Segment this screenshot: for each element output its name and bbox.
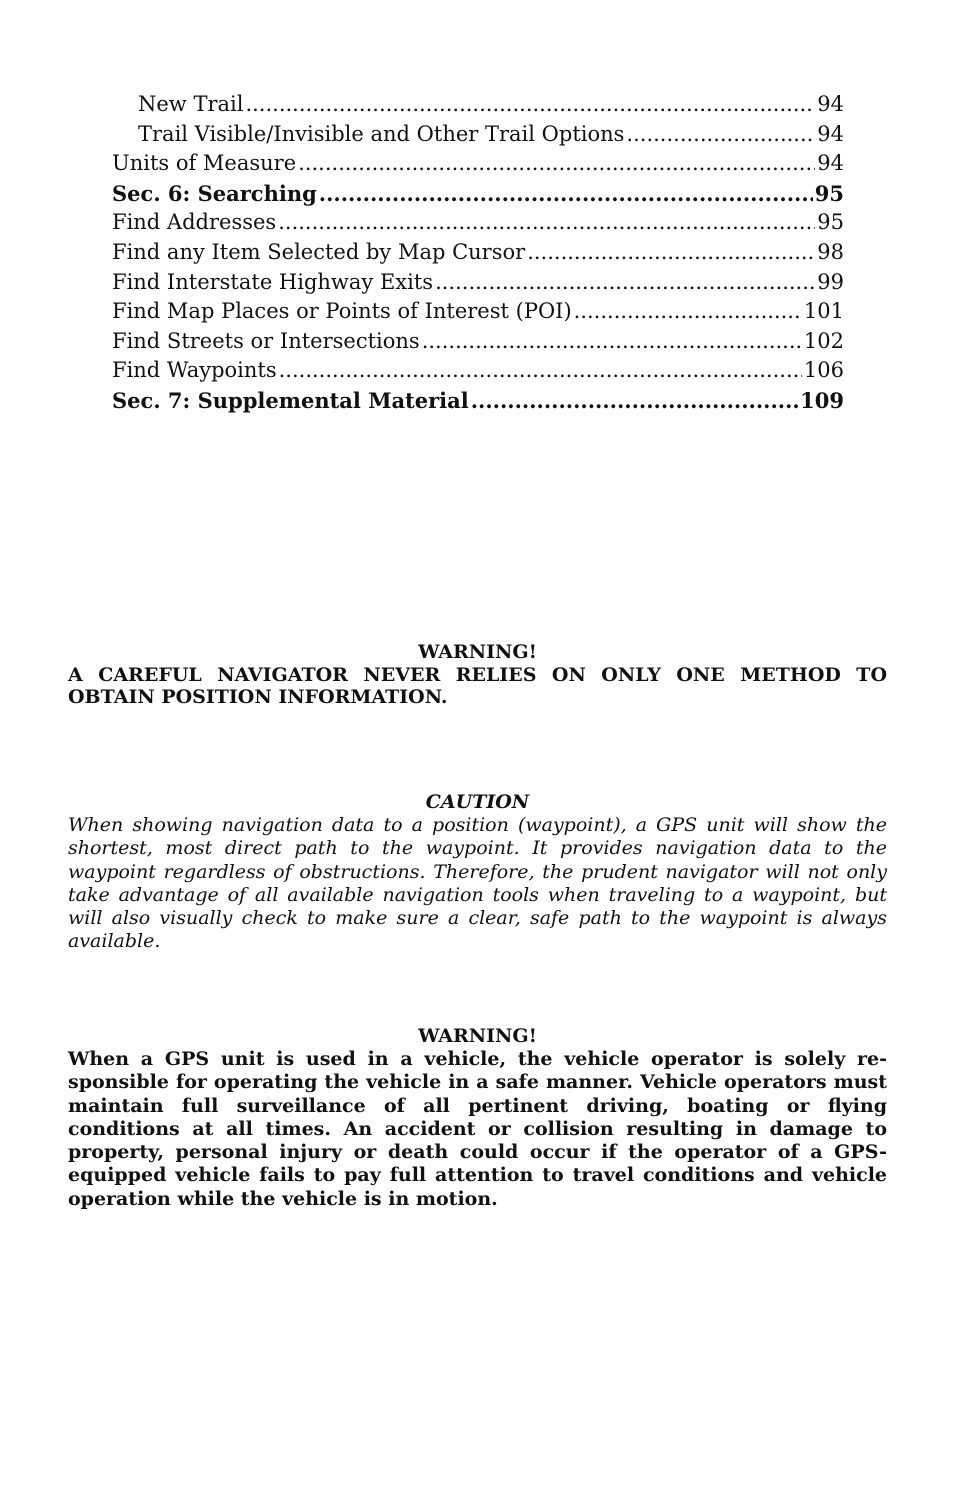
toc-entry-title: Units of Measure: [112, 151, 297, 176]
toc-entry-title: Find Addresses: [112, 210, 277, 235]
toc-leader-dots: [435, 268, 815, 298]
toc-entry[interactable]: [112, 208, 844, 238]
toc-entry-title: Sec. 6: Searching: [112, 180, 317, 206]
toc-entry[interactable]: [112, 297, 844, 327]
warning-heading: WARNING!: [418, 1025, 537, 1047]
toc-entry-page: 95: [814, 180, 844, 206]
toc-leader-dots: [574, 297, 802, 327]
toc-entry-page: 94: [817, 151, 844, 176]
caution-heading: CAUTION: [425, 791, 530, 813]
toc-entry-title: New Trail: [138, 92, 244, 116]
toc-entry-title: Find Interstate Highway Exits: [112, 269, 434, 294]
toc-entry-page: 95: [817, 210, 844, 235]
vehicle-operation-warning: [68, 1025, 887, 1211]
toc-leader-dots: [278, 208, 815, 238]
toc-leader-dots: [279, 356, 802, 386]
toc-entry-page: 94: [817, 121, 844, 146]
toc-entry-title: Find Map Places or Points of Interest (POI): [112, 299, 572, 324]
warning-text: When a GPS unit is used in a vehicle, the vehicle operator is solely responsible for operating the vehicle in a safe manner. Vehicle operators must maintain full surveillance of all pertinent driving, boating or flying conditions at all times. An accident or collision resulting in damage to property, personal injury or death could occur if the operator of a GPS-equipped vehicle fails to pay full attention to travel conditions and vehicle operation while the vehicle is in motion.: [68, 1048, 887, 1210]
toc-leader-dots: [319, 179, 813, 209]
toc-entry[interactable]: [112, 268, 844, 298]
toc-entry-page: 98: [817, 239, 844, 264]
toc-entry-title: Find Streets or Intersections: [112, 328, 420, 353]
toc-leader-dots: [245, 90, 815, 120]
navigation-warning: [68, 641, 887, 708]
toc-entry-title: Find any Item Selected by Map Cursor: [112, 239, 526, 264]
toc-entry-page: 106: [803, 358, 844, 383]
toc-leader-dots: [298, 149, 815, 179]
warning-heading: WARNING!: [418, 641, 537, 663]
toc-entry-page: 109: [800, 387, 844, 413]
toc-entry-page: 102: [803, 328, 844, 353]
toc-entry-title: Sec. 7: Supplemental Material: [112, 387, 469, 413]
warning-text: A CAREFUL NAVIGATOR NEVER RELIES ON ONLY ONE METHOD TO OBTAIN POSITION INFORMATION.: [68, 664, 887, 708]
toc-entry-page: 101: [803, 299, 844, 324]
toc-entry[interactable]: [112, 149, 844, 179]
toc-leader-dots: [527, 238, 815, 268]
toc-leader-dots: [471, 386, 798, 416]
toc-leader-dots: [422, 327, 802, 357]
toc-entry-title: Find Waypoints: [112, 358, 277, 383]
table-of-contents: [112, 90, 844, 416]
toc-entry-page: 94: [817, 92, 844, 116]
toc-leader-dots: [626, 120, 815, 150]
toc-entry[interactable]: [112, 238, 844, 268]
toc-entry[interactable]: [112, 356, 844, 386]
toc-section-entry[interactable]: [112, 179, 844, 209]
toc-entry[interactable]: [112, 120, 844, 150]
toc-section-entry[interactable]: [112, 386, 844, 416]
toc-entry[interactable]: [112, 327, 844, 357]
caution-notice: [68, 791, 887, 954]
toc-entry[interactable]: [112, 90, 844, 120]
toc-entry-title: Trail Visible/Invisible and Other Trail Options: [138, 121, 625, 146]
toc-entry-page: 99: [817, 269, 844, 294]
caution-text: When showing navigation data to a position (waypoint), a GPS unit will show the shortest, most direct path to the waypoint. It provides navigation data to the waypoint regardless of obstructions. Therefore, the prudent navigator will not only take advantage of all available navigation tools when traveling to a waypoint, but will also visually check to make sure a clear, safe path to the waypoint is always available.: [68, 814, 887, 953]
